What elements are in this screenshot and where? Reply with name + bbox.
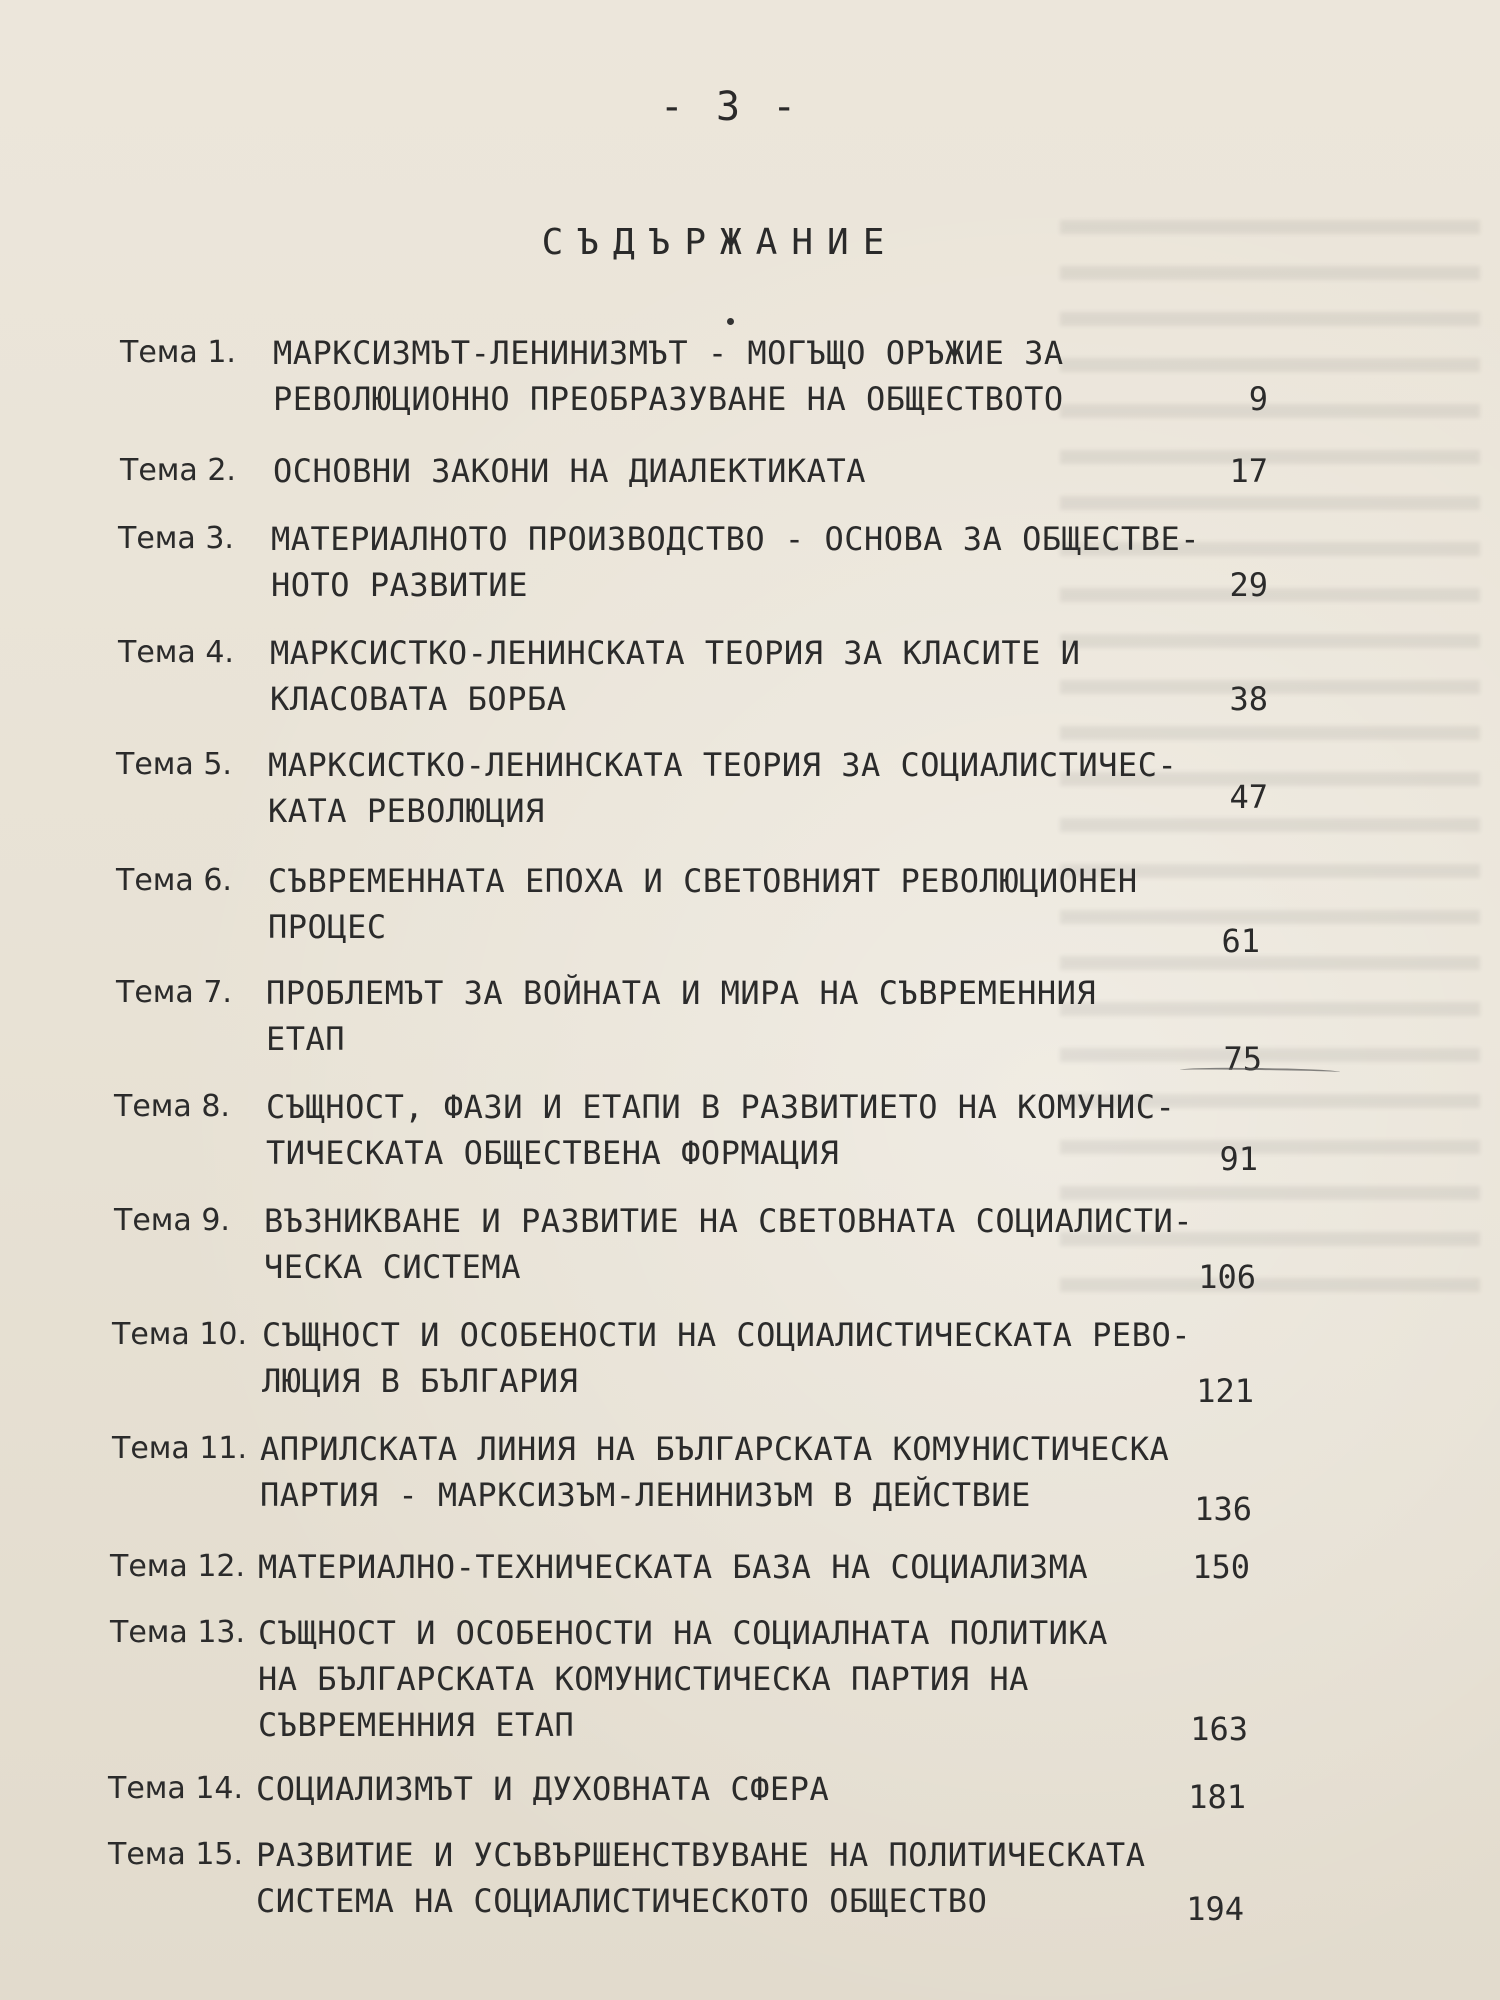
toc-entry-page-number: 150 [1192, 1548, 1250, 1586]
toc-title-line: СЪЩНОСТ, ФАЗИ И ЕТАПИ В РАЗВИТИЕТО НА КОМУНИС- [266, 1088, 1176, 1126]
toc-title-line: ПРОБЛЕМЪТ ЗА ВОЙНАТА И МИРА НА СЪВРЕМЕННИЯ [266, 974, 1097, 1012]
toc-title-line: НОТО РАЗВИТИЕ [271, 566, 528, 604]
toc-title-line: ВЪЗНИКВАНЕ И РАЗВИТИЕ НА СВЕТОВНАТА СОЦИАЛИСТИ- [264, 1202, 1193, 1240]
toc-entry-title [266, 1084, 1196, 1176]
toc-entry-title [270, 630, 1200, 722]
toc-entry-page-number: 194 [1186, 1890, 1244, 1928]
toc-title-line: МАТЕРИАЛНО-ТЕХНИЧЕСКАТА БАЗА НА СОЦИАЛИЗМА [258, 1548, 1089, 1586]
toc-entry-label: Тема 8. [114, 1089, 230, 1124]
toc-entry-title [256, 1766, 1186, 1812]
toc-entry-page-number: 17 [1229, 452, 1268, 490]
toc-title-line: ЕТАП [266, 1020, 346, 1058]
toc-entry-label: Тема 14. [108, 1771, 244, 1806]
toc-entry-title [260, 1426, 1190, 1518]
toc-title-line: СЪЩНОСТ И ОСОБЕНОСТИ НА СОЦИАЛИСТИЧЕСКАТА РЕВО- [262, 1316, 1191, 1354]
toc-title-line: СИСТЕМА НА СОЦИАЛИСТИЧЕСКОТО ОБЩЕСТВО [256, 1882, 988, 1920]
toc-title-line: НА БЪЛГАРСКАТА КОМУНИСТИЧЕСКА ПАРТИЯ НА [258, 1660, 1029, 1698]
toc-entry-label: Тема 13. [110, 1615, 246, 1650]
toc-title-line: ПРОЦЕС [268, 908, 387, 946]
toc-title-line: ЛЮЦИЯ В БЪЛГАРИЯ [262, 1362, 579, 1400]
toc-entry-label: Тема 15. [108, 1837, 244, 1872]
toc-entry-title [266, 970, 1196, 1062]
toc-entry-title [264, 1198, 1194, 1290]
toc-entry-title [271, 516, 1201, 608]
toc-entry-label: Тема 2. [120, 453, 236, 488]
toc-title-line: РЕВОЛЮЦИОННО ПРЕОБРАЗУВАНЕ НА ОБЩЕСТВОТО [273, 380, 1064, 418]
toc-entry-page-number: 91 [1219, 1140, 1258, 1178]
toc-title-line: ОСНОВНИ ЗАКОНИ НА ДИАЛЕКТИКАТА [273, 452, 866, 490]
toc-title-line: ЧЕСКА СИСТЕМА [264, 1248, 521, 1286]
toc-entry-title [268, 742, 1198, 834]
toc-entry-label: Тема 9. [114, 1203, 230, 1238]
toc-entry-title [256, 1832, 1186, 1924]
toc-entry-label: Тема 4. [118, 635, 234, 670]
toc-entry-label: Тема 10. [112, 1317, 248, 1352]
toc-title-line: СОЦИАЛИЗМЪТ И ДУХОВНАТА СФЕРА [256, 1770, 830, 1808]
toc-entry-title [262, 1312, 1192, 1404]
toc-entry-label: Тема 11. [112, 1431, 248, 1466]
toc-entry-label: Тема 12. [110, 1549, 246, 1584]
toc-title-line: АПРИЛСКАТА ЛИНИЯ НА БЪЛГАРСКАТА КОМУНИСТИЧЕСКА [260, 1430, 1170, 1468]
toc-entry-label: Тема 5. [116, 747, 232, 782]
toc-entry-label: Тема 3. [118, 521, 234, 556]
toc-title-line: МАТЕРИАЛНОТО ПРОИЗВОДСТВО - ОСНОВА ЗА ОБЩЕСТВЕ- [271, 520, 1200, 558]
toc-entry-page-number: 106 [1198, 1258, 1256, 1296]
toc-entry-label: Тема 7. [116, 975, 232, 1010]
toc-entry-label: Тема 1. [120, 335, 236, 370]
toc-entry-title [258, 1544, 1188, 1590]
toc-entry-page-number: 38 [1229, 680, 1268, 718]
toc-title-line: МАРКСИЗМЪТ-ЛЕНИНИЗМЪТ - МОГЪЩО ОРЪЖИЕ ЗА [273, 334, 1064, 372]
toc-title-line: МАРКСИСТКО-ЛЕНИНСКАТА ТЕОРИЯ ЗА СОЦИАЛИСТИЧЕС- [268, 746, 1178, 784]
toc-title-line: СЪВРЕМЕННАТА ЕПОХА И СВЕТОВНИЯТ РЕВОЛЮЦИОНЕН [268, 862, 1138, 900]
toc-title-line: КЛАСОВАТА БОРБА [270, 680, 567, 718]
toc-entry-page-number: 136 [1194, 1490, 1252, 1528]
toc-entry-title [268, 858, 1198, 950]
toc-title-line: ПАРТИЯ - МАРКСИЗЪМ-ЛЕНИНИЗЪМ В ДЕЙСТВИЕ [260, 1476, 1031, 1514]
toc-entry-page-number: 163 [1190, 1710, 1248, 1748]
toc-entry-page-number: 61 [1221, 922, 1260, 960]
toc-title-line: СЪЩНОСТ И ОСОБЕНОСТИ НА СОЦИАЛНАТА ПОЛИТИКА [258, 1614, 1108, 1652]
toc-title-line: ТИЧЕСКАТА ОБЩЕСТВЕНА ФОРМАЦИЯ [266, 1134, 840, 1172]
toc-title-line: МАРКСИСТКО-ЛЕНИНСКАТА ТЕОРИЯ ЗА КЛАСИТЕ И [270, 634, 1081, 672]
page-number: - 3 - [659, 84, 801, 130]
typewriter-dot [727, 318, 734, 325]
toc-entry-page-number: 47 [1229, 778, 1268, 816]
toc-entry-page-number: 121 [1196, 1372, 1254, 1410]
toc-entry-page-number: 75 [1223, 1040, 1262, 1078]
page-title: СЪДЪРЖАНИЕ [541, 222, 899, 263]
toc-entry-title [273, 448, 1203, 494]
toc-entry-page-number: 181 [1188, 1778, 1246, 1816]
toc-title-line: РАЗВИТИЕ И УСЪВЪРШЕНСТВУВАНЕ НА ПОЛИТИЧЕСКАТА [256, 1836, 1146, 1874]
toc-title-line: СЪВРЕМЕННИЯ ЕТАП [258, 1706, 575, 1744]
toc-entry-label: Тема 6. [116, 863, 232, 898]
toc-title-line: КАТА РЕВОЛЮЦИЯ [268, 792, 545, 830]
toc-entry-page-number: 9 [1248, 380, 1268, 418]
toc-entry-title [258, 1610, 1188, 1748]
toc-entry-title [273, 330, 1203, 422]
toc-entry-page-number: 29 [1229, 566, 1268, 604]
